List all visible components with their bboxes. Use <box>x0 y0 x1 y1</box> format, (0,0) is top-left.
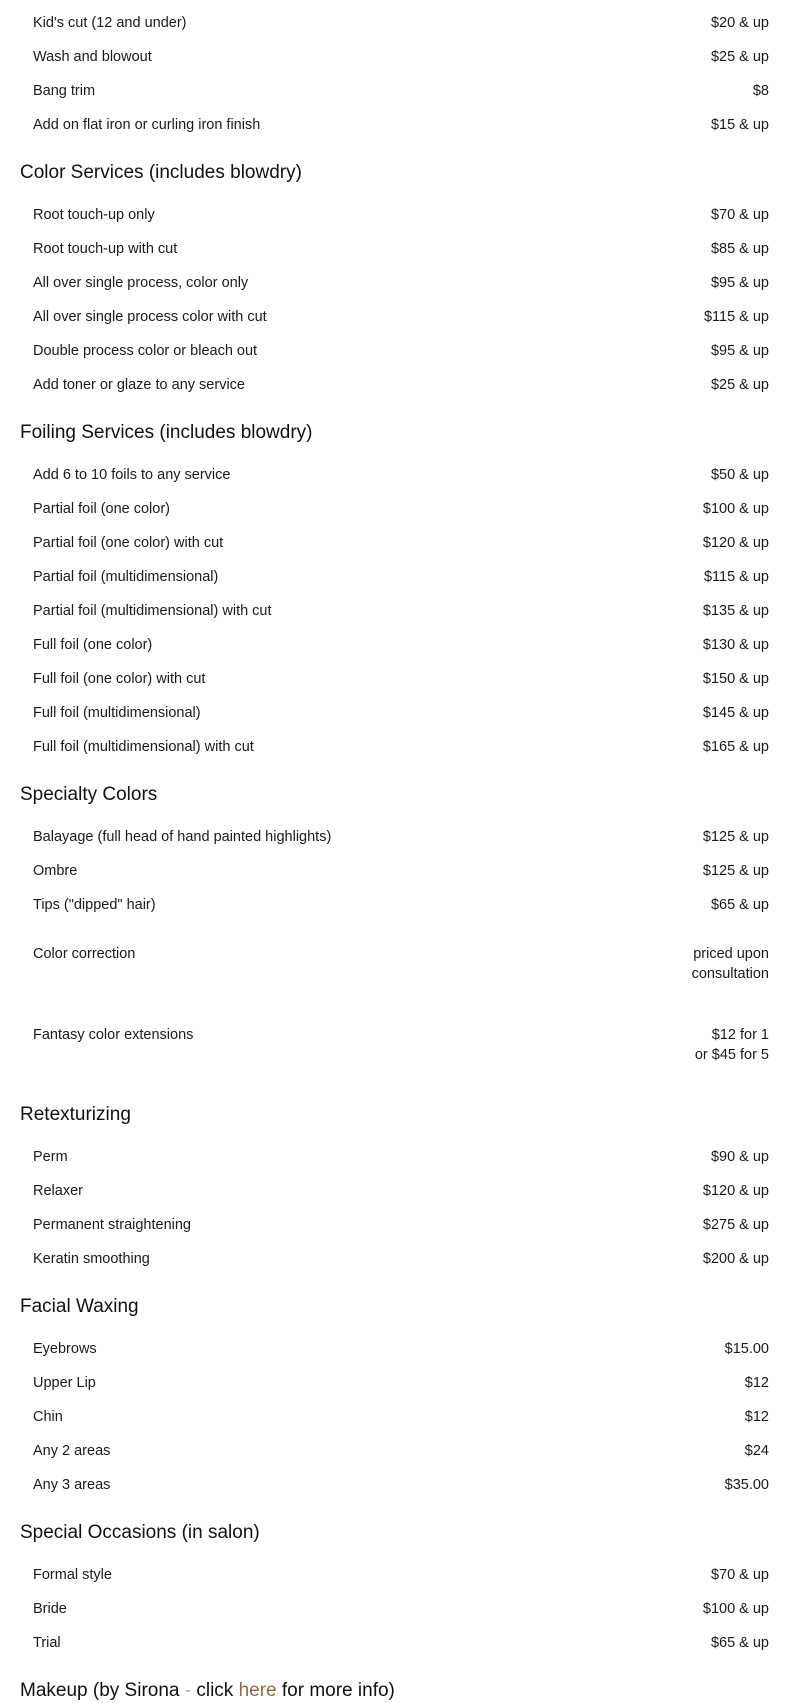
service-name: Relaxer <box>33 1183 83 1199</box>
service-name: Any 2 areas <box>33 1443 111 1459</box>
service-price: $65 & up <box>710 897 769 913</box>
service-price: priced upon consultation <box>691 946 769 982</box>
price-row <box>0 198 800 232</box>
price-section <box>0 161 800 402</box>
price-row <box>0 1140 800 1174</box>
service-name: Tips ("dipped" hair) <box>33 897 156 913</box>
price-row <box>0 1626 800 1660</box>
service-price: $115 & up <box>703 309 769 325</box>
service-name: Partial foil (multidimensional) <box>33 569 219 585</box>
price-row <box>0 300 800 334</box>
service-price: $85 & up <box>710 241 769 257</box>
price-section <box>0 783 800 1084</box>
service-price: $135 & up <box>702 603 769 619</box>
service-price: $120 & up <box>702 1183 769 1199</box>
price-row <box>0 1208 800 1242</box>
service-name: Any 3 areas <box>33 1477 111 1493</box>
service-price: $25 & up <box>710 377 769 393</box>
price-row <box>0 1366 800 1400</box>
service-name: Add toner or glaze to any service <box>33 377 245 393</box>
service-name: Chin <box>33 1409 63 1425</box>
service-name: Partial foil (multidimensional) with cut <box>33 603 272 619</box>
price-row <box>0 368 800 402</box>
service-price: $12 <box>744 1375 769 1391</box>
price-row <box>0 6 800 40</box>
makeup-info-link[interactable]: here <box>238 1680 277 1701</box>
price-row <box>0 1468 800 1502</box>
price-row <box>0 1400 800 1434</box>
service-name: Perm <box>33 1149 68 1165</box>
service-price: $50 & up <box>710 467 769 483</box>
price-section <box>0 1295 800 1502</box>
service-price: $95 & up <box>710 343 769 359</box>
service-price: $95 & up <box>710 275 769 291</box>
section-heading: Special Occasions (in salon) <box>20 1522 260 1543</box>
service-name: Add on flat iron or curling iron finish <box>33 117 261 133</box>
service-name: Formal style <box>33 1567 112 1583</box>
price-row <box>0 662 800 696</box>
service-price: $115 & up <box>703 569 769 585</box>
service-price: $15.00 <box>724 1341 769 1357</box>
price-row <box>0 1242 800 1276</box>
price-row <box>0 1558 800 1592</box>
price-section <box>0 421 800 764</box>
section-heading: Color Services (includes blowdry) <box>20 162 302 183</box>
service-price: $20 & up <box>710 15 769 31</box>
service-price: $65 & up <box>710 1635 769 1651</box>
service-name: Full foil (multidimensional) with cut <box>33 739 254 755</box>
price-row <box>0 40 800 74</box>
service-price: $90 & up <box>710 1149 769 1165</box>
service-name: Double process color or bleach out <box>33 343 258 359</box>
price-row <box>0 232 800 266</box>
price-section <box>0 1521 800 1660</box>
service-name: Upper Lip <box>33 1375 96 1391</box>
service-name: Eyebrows <box>33 1341 97 1357</box>
service-price: $145 & up <box>702 705 769 721</box>
price-row <box>0 1592 800 1626</box>
service-name: Partial foil (one color) with cut <box>33 535 224 551</box>
service-price: $165 & up <box>702 739 769 755</box>
service-price: $100 & up <box>702 501 769 517</box>
service-name: Partial foil (one color) <box>33 501 170 517</box>
price-row <box>0 730 800 764</box>
service-name: Color correction <box>33 946 136 962</box>
service-name: Bride <box>33 1601 67 1617</box>
price-row <box>0 458 800 492</box>
section-heading-makeup: Makeup (by Sirona - click here for more info) <box>20 1680 395 1701</box>
price-row <box>0 526 800 560</box>
section-heading: Facial Waxing <box>20 1296 139 1317</box>
service-price: $24 <box>744 1443 769 1459</box>
price-row <box>0 888 800 922</box>
service-price: $70 & up <box>710 207 769 223</box>
service-name: Ombre <box>33 863 78 879</box>
service-name: Root touch-up with cut <box>33 241 178 257</box>
service-name: Trial <box>33 1635 61 1651</box>
price-row <box>0 74 800 108</box>
section-heading: Foiling Services (includes blowdry) <box>20 422 313 443</box>
price-row <box>0 1174 800 1208</box>
price-row <box>0 1003 800 1084</box>
service-name: Full foil (multidimensional) <box>33 705 201 721</box>
service-price: $125 & up <box>702 863 769 879</box>
service-name: Keratin smoothing <box>33 1251 150 1267</box>
service-price: $100 & up <box>702 1601 769 1617</box>
section-heading: Specialty Colors <box>20 784 158 805</box>
service-name: Full foil (one color) <box>33 637 153 653</box>
service-price: $8 <box>752 83 769 99</box>
price-row <box>0 696 800 730</box>
service-name: All over single process color with cut <box>33 309 267 325</box>
price-section <box>0 1103 800 1276</box>
service-price: $12 <box>744 1409 769 1425</box>
service-price: $120 & up <box>702 535 769 551</box>
price-row <box>0 1332 800 1366</box>
price-row <box>0 628 800 662</box>
service-name: Root touch-up only <box>33 207 155 223</box>
service-name: Bang trim <box>33 83 96 99</box>
service-price: $125 & up <box>702 829 769 845</box>
service-price: $35.00 <box>724 1477 769 1493</box>
service-price: $275 & up <box>702 1217 769 1233</box>
service-name: Permanent straightening <box>33 1217 191 1233</box>
service-name: Balayage (full head of hand painted highlights) <box>33 829 332 845</box>
service-price: $25 & up <box>710 49 769 65</box>
service-price: $12 for 1 or $45 for 5 <box>694 1027 769 1063</box>
service-name: Add 6 to 10 foils to any service <box>33 467 231 483</box>
price-row <box>0 820 800 854</box>
price-row <box>0 108 800 142</box>
price-row <box>0 922 800 1003</box>
service-name: Kid's cut (12 and under) <box>33 15 187 31</box>
price-row <box>0 854 800 888</box>
service-price: $200 & up <box>702 1251 769 1267</box>
price-list <box>0 6 800 1660</box>
price-row <box>0 266 800 300</box>
price-row <box>0 492 800 526</box>
service-price: $150 & up <box>702 671 769 687</box>
price-row <box>0 1434 800 1468</box>
service-name: Wash and blowout <box>33 49 152 65</box>
price-row <box>0 334 800 368</box>
service-price: $130 & up <box>702 637 769 653</box>
service-name: Full foil (one color) with cut <box>33 671 206 687</box>
price-row <box>0 594 800 628</box>
service-price: $15 & up <box>710 117 769 133</box>
section-heading: Retexturizing <box>20 1104 131 1125</box>
price-section <box>0 6 800 142</box>
service-name: All over single process, color only <box>33 275 249 291</box>
service-name: Fantasy color extensions <box>33 1027 194 1043</box>
price-row <box>0 560 800 594</box>
service-price: $70 & up <box>710 1567 769 1583</box>
